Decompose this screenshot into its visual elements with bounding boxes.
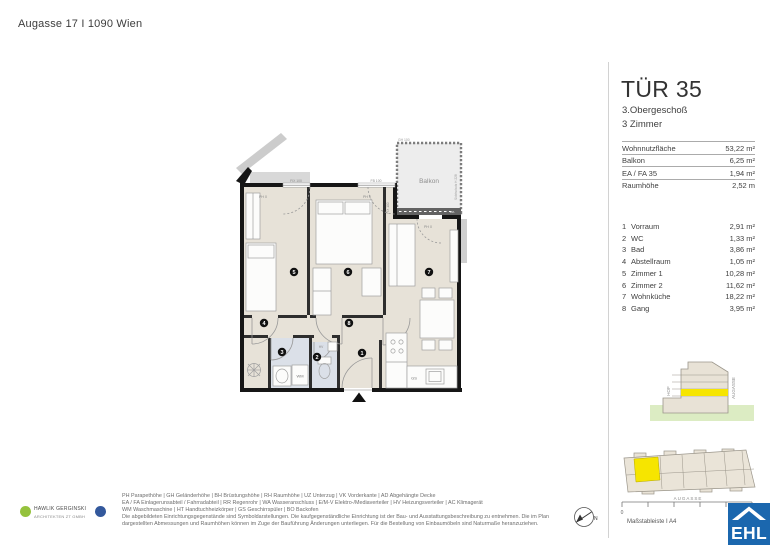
room-marker-1 [358,349,366,357]
legend-line: Die abgebildeten Einrichtungsgegenstände sind Symboldarstellungen. Die kaufgegenständliche Einrichtung ist der Bau- und Ausstattungsbeschreibung zu entnehmen. Die im Plan [122,513,550,520]
room-marker-6 [344,268,352,276]
wa-label: WA [450,210,455,215]
area-summary-table [622,141,755,191]
north-arrow-icon [570,503,604,533]
legend-line: PH Parapethöhe | GH Geländerhöhe | BH Brüstungshöhe | RH Raumhöhe | UZ Unterzug | VK Vorderkante | AD Abgehängte Decke [122,493,436,499]
room-marker-8 [345,319,353,327]
room-list-row: 7 Wohnküche 18,22 m² [622,292,755,302]
gs-label: GS [411,375,417,381]
scale-zero-label: 0 [620,510,624,516]
room-list-row: 5 Zimmer 1 10,28 m² [622,268,755,278]
building-section-diagram [642,357,762,432]
architect-logo-blue-icon [95,506,106,517]
legend-line: EA / FA Einlagerunsabteil / Fahrradabteil | RR Regenrohr | WA Wasseranschluss | E/M-V Elektro-/Mediaverteiler | HV Heizungsverteiler | AC Klimagerät [122,499,483,506]
ehl-logo-text: EHL [731,523,767,543]
architect-name: HAWLIK GERGINSKI ARCHITEKTEN ZT GMBH [34,506,87,519]
svg-text:4: 4 [262,321,266,327]
svg-text:2: 2 [315,355,319,361]
overview-street-label: AUGASSE [673,496,703,501]
fix-label-vertical: FIX 100 [386,202,390,214]
panel-divider [608,62,609,538]
room-list-row: 2 WC 1,33 m² [622,233,755,243]
unit-room-count: 3 Zimmer [622,119,663,130]
floor-plan [228,130,478,410]
fb-label: FB 100 [370,179,382,183]
address-title: Augasse 17 I 1090 Wien [18,18,143,30]
balcony [395,138,461,215]
north-label: N [594,516,598,522]
legend-block [122,493,567,528]
legend-line: WM Waschmaschine | HT Handtuchheizkörper | GS Geschirrspüler | BO Backofen [122,506,319,513]
svg-text:5: 5 [292,270,296,276]
highlighted-floor [681,389,728,396]
ph-label-wk: PH 0 [424,225,432,229]
ehl-roof-icon [732,507,766,521]
summary-row: EA / FA 35 1,94 m² [622,166,755,179]
hv-label: HV [318,345,324,349]
room-list-row: 1 Vorraum 2,91 m² [622,222,755,231]
room-list-row: 3 Bad 3,86 m² [622,245,755,255]
fix-label: FIX 100 [290,179,302,183]
gh-label: GH 100 [398,138,410,142]
room-list-row: 4 Abstellraum 1,05 m² [622,257,755,267]
legend-line: dargestellten Abmessungen und Raumhöhen können im Zuge der Bauführung Änderungen unterliegen. Für die Bestellung von Einbaumöbeln sind Naturmaße heranzuziehen. [122,520,539,527]
svg-text:7: 7 [427,270,431,276]
architect-logo-green-icon [20,506,31,517]
ph-label-z2: PH 0 [363,195,371,199]
room-marker-2 [313,353,321,361]
room-list-row: 6 Zimmer 2 11,62 m² [622,280,755,290]
summary-row: Raumhöhe 2,52 m [622,179,755,192]
svg-text:8: 8 [347,321,351,327]
wm-label: WM [296,373,304,379]
room-list-row: 8 Gang 3,95 m² [622,303,755,313]
balcony-label: Balkon [419,178,439,185]
summary-row: Wohnnutzfläche 53,22 m² [622,141,755,154]
privacy-screen-label: Sichtschutz H 228 [454,174,458,200]
svg-text:1: 1 [360,351,364,357]
unit-title: TÜR 35 [621,76,703,102]
highlighted-unit [634,457,660,482]
room-marker-3 [278,348,286,356]
scale-bar-label: Maßstableiste I A4 [627,519,677,525]
summary-row: Balkon 6,25 m² [622,154,755,167]
augasse-label: AUGASSE [731,377,736,399]
svg-text:6: 6 [346,270,350,276]
svg-text:3: 3 [280,350,284,356]
entrance-arrow [352,393,366,403]
room-list [622,221,755,315]
ehl-logo [728,503,770,545]
room-marker-5 [290,268,298,276]
building-outline [663,362,728,413]
room-marker-7 [425,268,433,276]
ph-label-z1: PH 0 [259,195,267,199]
hof-label: HOF [666,386,671,396]
unit-floor: 3.Obergeschoß [622,105,688,116]
room-marker-4 [260,319,268,327]
building-overview-plan [612,442,762,502]
